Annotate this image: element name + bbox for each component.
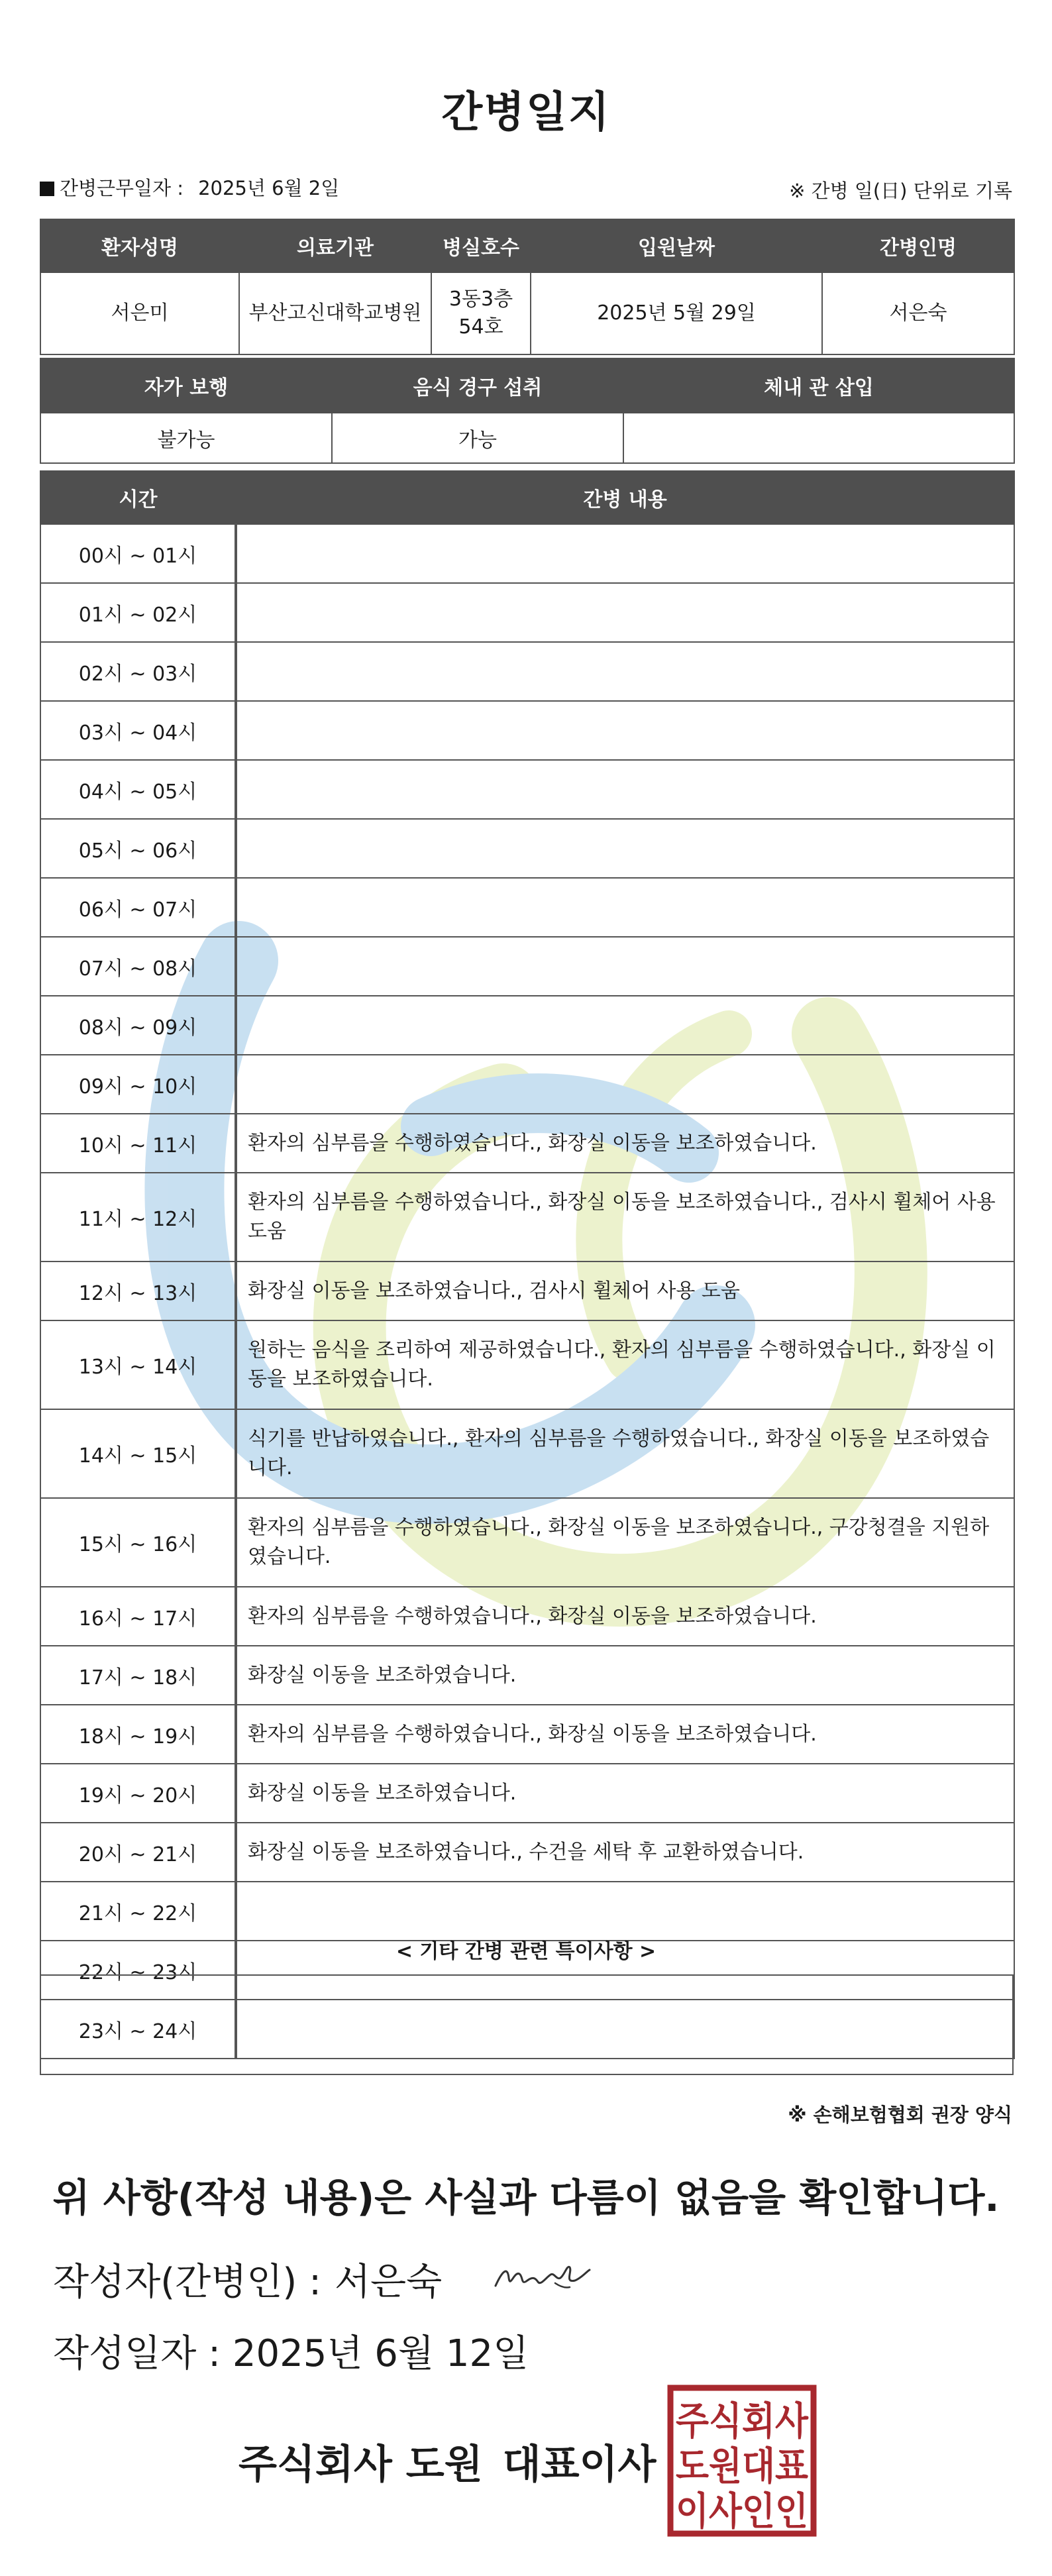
work-date-label: 간병근무일자 :	[60, 177, 184, 199]
time-cell: 18시 ~ 19시	[40, 1705, 236, 1764]
time-cell: 20시 ~ 21시	[40, 1823, 236, 1882]
table-row	[40, 1114, 1014, 1173]
header-hospital: 의료기관	[239, 219, 431, 272]
content-cell: 환자의 심부름을 수행하였습니다., 화장실 이동을 보조하였습니다.	[236, 1705, 1014, 1764]
header-tube-insertion: 체내 관 삽입	[623, 358, 1014, 413]
content-cell	[236, 878, 1014, 937]
table-row	[40, 937, 1014, 996]
table-row	[40, 524, 1014, 583]
care-log-table	[40, 470, 1015, 2059]
writer-label: 작성자(간병인) :	[53, 2261, 321, 2304]
content-cell: 환자의 심부름을 수행하였습니다., 화장실 이동을 보조하였습니다., 검사시 휠체어 사용 도움	[236, 1173, 1014, 1261]
content-cell	[236, 701, 1014, 760]
time-cell: 04시 ~ 05시	[40, 760, 236, 819]
content-cell	[236, 819, 1014, 878]
writer-name: 서은숙	[334, 2261, 443, 2304]
time-cell: 12시 ~ 13시	[40, 1261, 236, 1320]
content-cell: 화장실 이동을 보조하였습니다.	[236, 1646, 1014, 1705]
room-line2: 54호	[458, 315, 503, 339]
unit-note: ※ 간병 일(日) 단위로 기록	[789, 180, 1012, 202]
content-cell	[236, 937, 1014, 996]
content-cell: 환자의 심부름을 수행하였습니다., 화장실 이동을 보조하였습니다., 구강청결을 지원하였습니다.	[236, 1498, 1014, 1587]
table-row	[40, 1587, 1014, 1646]
special-notes-title: < 기타 간병 관련 특이사항 >	[395, 1940, 657, 1963]
time-cell: 10시 ~ 11시	[40, 1114, 236, 1173]
time-cell: 00시 ~ 01시	[40, 524, 236, 583]
tube-insertion-cell	[623, 413, 1014, 463]
time-cell: 13시 ~ 14시	[40, 1320, 236, 1409]
content-cell	[236, 524, 1014, 583]
content-cell	[236, 760, 1014, 819]
care-log-header-row	[40, 471, 1014, 524]
content-cell: 원하는 음식을 조리하여 제공하였습니다., 환자의 심부름을 수행하였습니다., 화장실 이동을 보조하였습니다.	[236, 1320, 1014, 1409]
content-cell: 화장실 이동을 보조하였습니다., 수건을 세탁 후 교환하였습니다.	[236, 1823, 1014, 1882]
self-walk-cell: 불가능	[40, 413, 332, 463]
time-cell: 09시 ~ 10시	[40, 1055, 236, 1114]
time-cell: 19시 ~ 20시	[40, 1764, 236, 1823]
content-cell: 환자의 심부름을 수행하였습니다., 화장실 이동을 보조하였습니다.	[236, 1587, 1014, 1646]
company-rep-title: 대표이사	[502, 2442, 657, 2488]
time-cell: 22시 ~ 23시	[40, 1941, 236, 2000]
special-notes-box	[40, 1974, 1014, 2075]
time-cell: 06시 ~ 07시	[40, 878, 236, 937]
content-cell	[236, 996, 1014, 1055]
room-line1: 3동3층	[448, 288, 513, 311]
time-cell: 17시 ~ 18시	[40, 1646, 236, 1705]
status-info-table	[40, 358, 1015, 464]
header-patient-name: 환자성명	[40, 219, 239, 272]
table-row	[40, 1055, 1014, 1114]
patient-info-header-row	[40, 219, 1014, 272]
time-cell: 02시 ~ 03시	[40, 642, 236, 701]
content-cell	[236, 1055, 1014, 1114]
patient-info-value-row	[40, 272, 1014, 354]
svg-text:도원대표: 도원대표	[676, 2443, 808, 2489]
time-cell: 15시 ~ 16시	[40, 1498, 236, 1587]
room-cell	[431, 272, 531, 354]
written-date-label: 작성일자 :	[53, 2332, 221, 2375]
svg-text:주식회사: 주식회사	[676, 2398, 809, 2443]
table-row	[40, 760, 1014, 819]
time-cell: 21시 ~ 22시	[40, 1882, 236, 1941]
table-row	[40, 996, 1014, 1055]
time-cell: 23시 ~ 24시	[40, 2000, 236, 2059]
header-time: 시간	[40, 471, 236, 524]
document-title: 간병일지	[441, 88, 611, 137]
header-caregiver: 간병인명	[822, 219, 1014, 272]
table-row	[40, 701, 1014, 760]
table-row	[40, 1320, 1014, 1409]
time-cell: 14시 ~ 15시	[40, 1409, 236, 1498]
confirmation-statement: 위 사항(작성 내용)은 사실과 다름이 없음을 확인합니다.	[52, 2175, 1000, 2220]
time-cell: 05시 ~ 06시	[40, 819, 236, 878]
table-row	[40, 1882, 1014, 1941]
content-cell: 화장실 이동을 보조하였습니다., 검사시 휠체어 사용 도움	[236, 1261, 1014, 1320]
svg-text:이사인인: 이사인인	[676, 2489, 808, 2534]
header-admission-date: 입원날짜	[531, 219, 822, 272]
table-row	[40, 1705, 1014, 1764]
company-row	[238, 2433, 657, 2490]
time-cell: 07시 ~ 08시	[40, 937, 236, 996]
table-row	[40, 1823, 1014, 1882]
table-row	[40, 1173, 1014, 1261]
status-value-row	[40, 413, 1014, 463]
patient-name-cell: 서은미	[40, 272, 239, 354]
patient-info-table	[40, 219, 1015, 355]
table-row	[40, 1764, 1014, 1823]
header-self-walk: 자가 보행	[40, 358, 332, 413]
work-date-value: 2025년 6월 2일	[198, 177, 340, 199]
content-cell	[236, 583, 1014, 642]
table-row	[40, 1409, 1014, 1498]
header-oral-intake: 음식 경구 섭취	[332, 358, 623, 413]
admission-date-cell: 2025년 5월 29일	[531, 272, 822, 354]
written-date-value: 2025년 6월 12일	[232, 2332, 529, 2375]
content-cell	[236, 1882, 1014, 1941]
time-cell: 16시 ~ 17시	[40, 1587, 236, 1646]
table-row	[40, 583, 1014, 642]
table-row	[40, 1261, 1014, 1320]
time-cell: 11시 ~ 12시	[40, 1173, 236, 1261]
header-room: 병실호수	[431, 219, 531, 272]
signature-icon	[490, 2251, 596, 2304]
square-bullet-icon	[40, 182, 54, 196]
table-row	[40, 1646, 1014, 1705]
table-row	[40, 642, 1014, 701]
status-header-row	[40, 358, 1014, 413]
written-date-row	[53, 2324, 529, 2377]
company-name: 주식회사 도원	[238, 2442, 483, 2488]
time-cell: 08시 ~ 09시	[40, 996, 236, 1055]
content-cell: 환자의 심부름을 수행하였습니다., 화장실 이동을 보조하였습니다.	[236, 1114, 1014, 1173]
work-date-row	[40, 174, 339, 201]
caregiver-cell: 서은숙	[822, 272, 1014, 354]
recommend-note: ※ 손해보험협회 권장 양식	[788, 2104, 1012, 2126]
time-cell: 03시 ~ 04시	[40, 701, 236, 760]
header-care-content: 간병 내용	[236, 471, 1014, 524]
time-cell: 01시 ~ 02시	[40, 583, 236, 642]
hospital-cell: 부산고신대학교병원	[239, 272, 431, 354]
table-row	[40, 1498, 1014, 1587]
writer-row	[53, 2253, 442, 2306]
table-row	[40, 819, 1014, 878]
company-seal-icon	[666, 2384, 817, 2538]
table-row	[40, 878, 1014, 937]
content-cell: 식기를 반납하였습니다., 환자의 심부름을 수행하였습니다., 화장실 이동을 보조하였습니다.	[236, 1409, 1014, 1498]
content-cell: 화장실 이동을 보조하였습니다.	[236, 1764, 1014, 1823]
content-cell	[236, 642, 1014, 701]
oral-intake-cell: 가능	[332, 413, 623, 463]
